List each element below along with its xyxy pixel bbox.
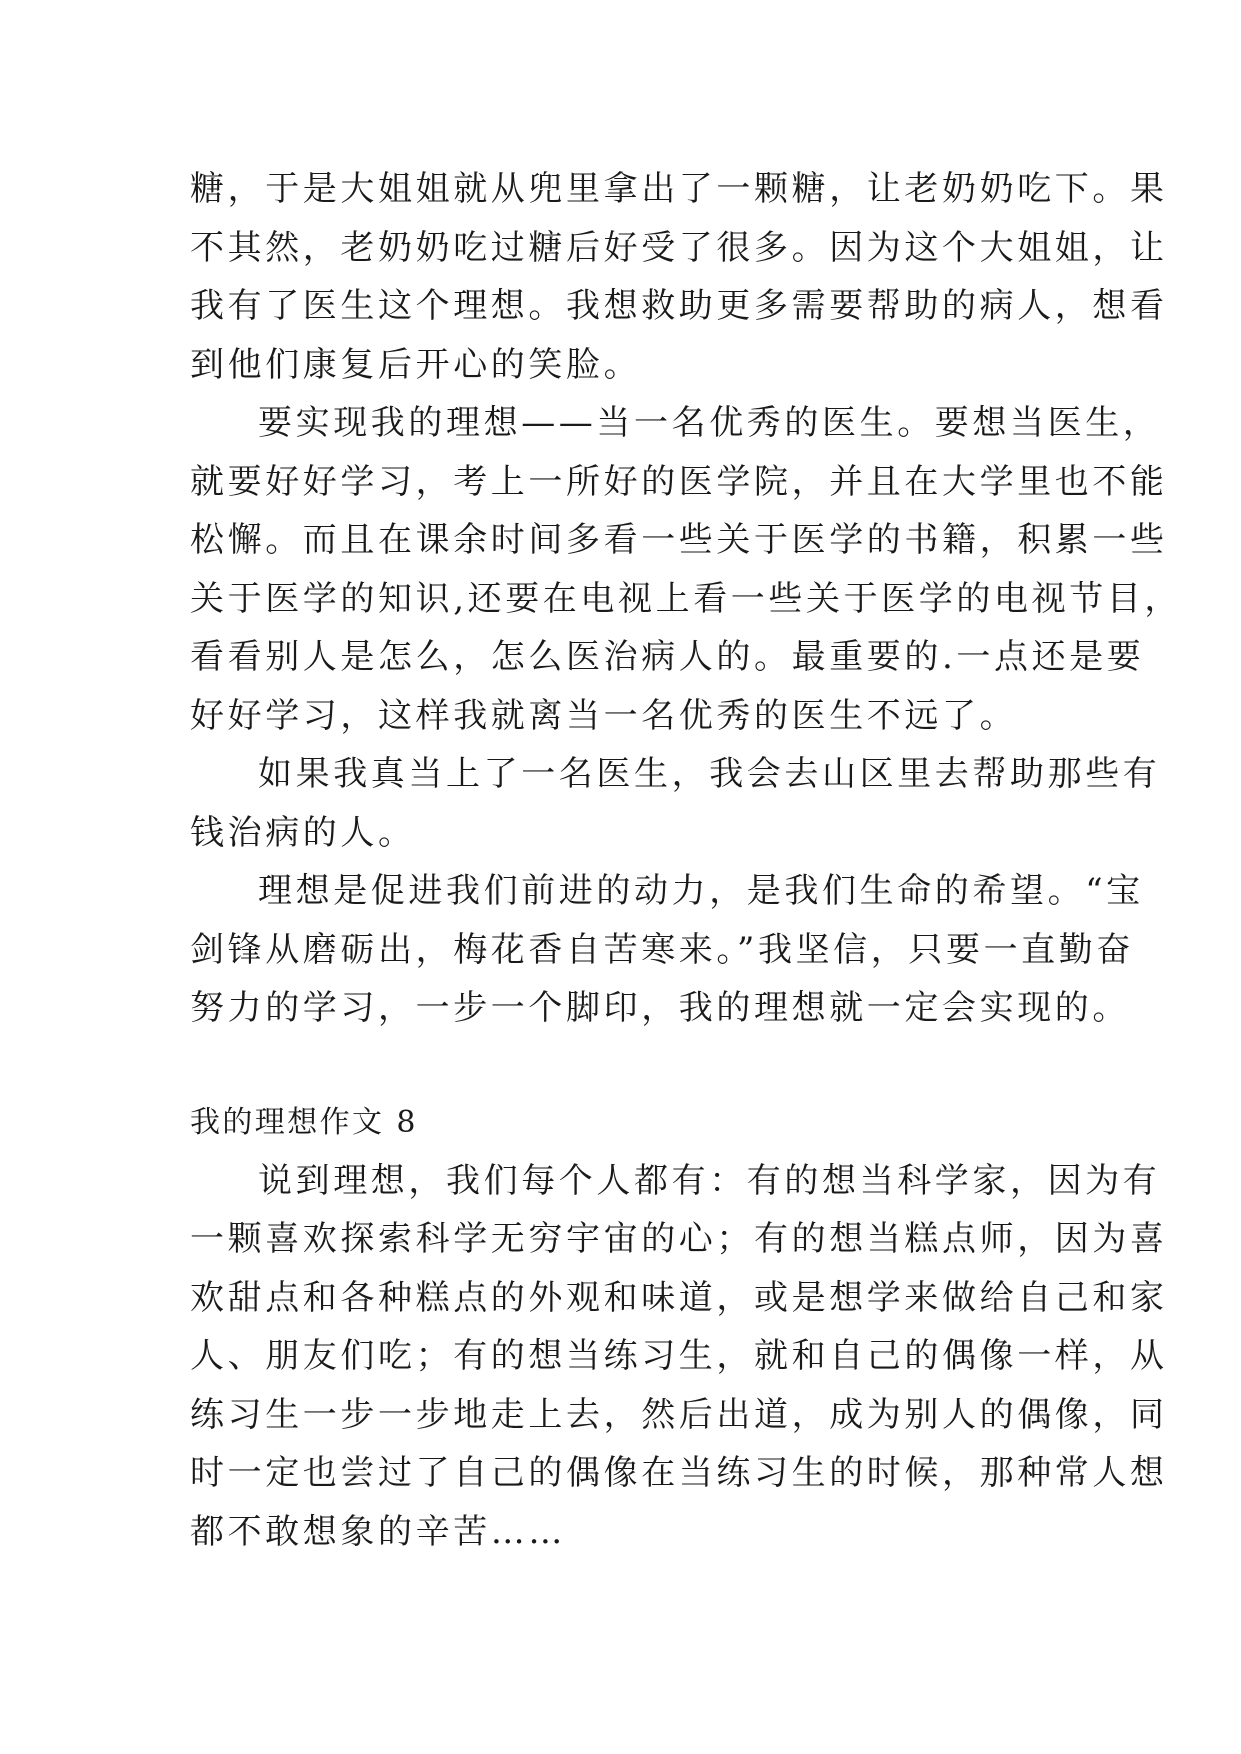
text-line: 松懈。而且在课余时间多看一些关于医学的书籍，积累一些	[190, 520, 1168, 560]
text-line: 不其然，老奶奶吃过糖后好受了很多。因为这个大姐姐，让	[190, 227, 1168, 268]
paragraph-essay-8	[190, 1152, 1168, 1562]
section-spacer	[190, 1038, 1050, 1094]
text-line: 人、朋友们吃；有的想当练习生，就和自己的偶像一样，从	[190, 1336, 1168, 1376]
text-line: 一颗喜欢探索科学无穷宇宙的心；有的想当糕点师，因为喜	[190, 1219, 1168, 1259]
text-line: 钱治病的人。	[190, 812, 416, 853]
text-line: 关于医学的知识,还要在电视上看一些关于医学的电视节目，	[190, 578, 1183, 619]
document-body	[190, 160, 1183, 1561]
paragraph-realize-ideal	[190, 394, 1183, 745]
text-line: 说到理想，我们每个人都有：有的想当科学家，因为有	[258, 1160, 1161, 1201]
text-line: 我有了医生这个理想。我想救助更多需要帮助的病人，想看	[190, 286, 1168, 326]
text-line: 都不敢想象的辛苦……	[190, 1511, 566, 1552]
paragraph-continuation	[190, 160, 1168, 394]
text-line: 就要好好学习，考上一所好的医学院，并且在大学里也不能	[190, 461, 1168, 502]
paragraph-mountain-area	[190, 745, 1161, 862]
essay-heading: 我的理想作文 8	[190, 1104, 418, 1140]
text-line: 欢甜点和各种糕点的外观和味道，或是想学来做给自己和家	[190, 1277, 1168, 1318]
text-line: 好好学习，这样我就离当一名优秀的医生不远了。	[190, 695, 1018, 736]
text-line: 剑锋从磨砺出，梅花香自苦寒来。”我坚信，只要一直勤奋	[190, 929, 1134, 970]
text-line: 理想是促进我们前进的动力，是我们生命的希望。“宝	[258, 871, 1144, 911]
text-line: 看看别人是怎么，怎么医治病人的。最重要的.一点还是要	[190, 637, 1145, 677]
text-line: 糖，于是大姐姐就从兜里拿出了一颗糖，让老奶奶吃下。果	[190, 169, 1168, 209]
text-line: 到他们康复后开心的笑脸。	[190, 344, 642, 385]
text-line: 如果我真当上了一名医生，我会去山区里去帮助那些有	[258, 754, 1161, 794]
text-line: 努力的学习，一步一个脚印，我的理想就一定会实现的。	[190, 988, 1130, 1028]
text-line: 时一定也尝过了自己的偶像在当练习生的时候，那种常人想	[190, 1453, 1168, 1493]
paragraph-conclusion	[190, 862, 1144, 1038]
text-line: 练习生一步一步地走上去，然后出道，成为别人的偶像，同	[190, 1394, 1168, 1435]
text-line: 要实现我的理想——当一名优秀的医生。要想当医生，	[258, 403, 1161, 443]
